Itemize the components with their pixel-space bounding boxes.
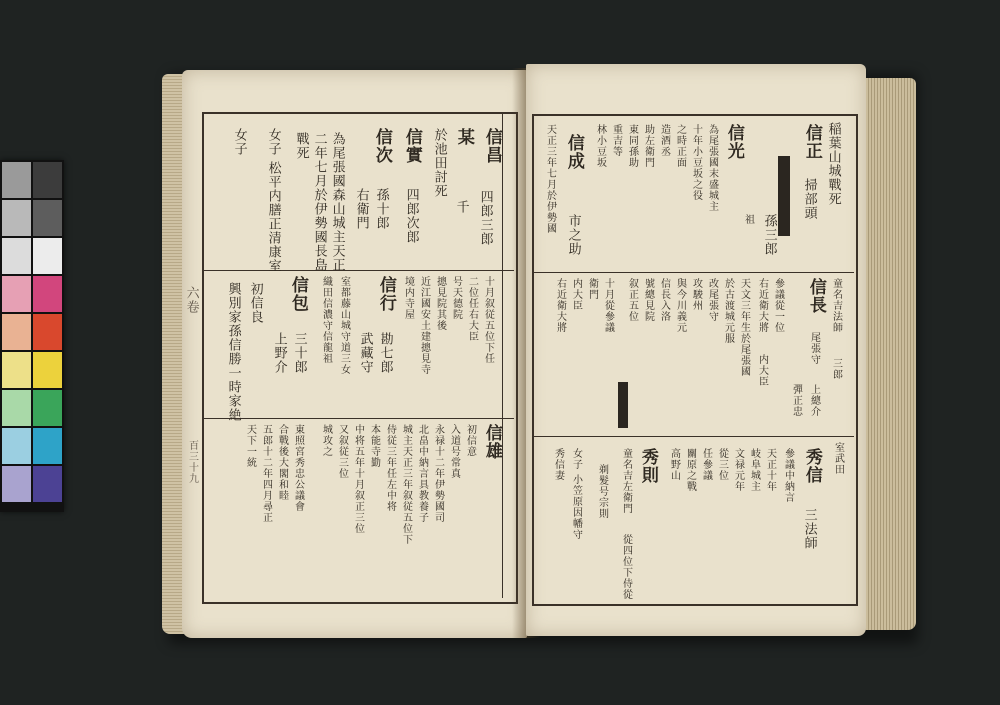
text-column: 市之助 — [565, 214, 581, 256]
text-column: 内大臣 — [570, 278, 582, 311]
right-page — [526, 64, 866, 636]
text-column: 北畠中納言具教養子 — [416, 424, 428, 523]
text-column: 岐阜城主 — [748, 448, 760, 492]
text-column: 中将五年十月叙正三位 — [352, 424, 364, 534]
text-column: 改尾張守 — [706, 278, 718, 322]
text-column: 号天德院 — [450, 276, 462, 320]
text-column: 稲葉山城戰死 — [825, 122, 841, 206]
text-column: 於池田討死 — [431, 128, 447, 198]
open-book — [160, 60, 920, 640]
text-column: 東同孫助 — [626, 124, 638, 168]
text-column: 五郎十二年四月尋正 — [260, 424, 272, 523]
left-lower-divider — [204, 418, 514, 419]
text-column: 天文三年生於尾張國 — [738, 278, 750, 377]
text-column: 女子 — [231, 128, 247, 156]
text-column: 本能寺勤 — [368, 424, 380, 468]
text-column: 祖 — [742, 214, 754, 225]
text-column: 信包 — [287, 276, 308, 312]
text-column: 信行 — [375, 276, 396, 312]
text-column: 與今川義元 — [674, 278, 686, 333]
text-column: 叙正五位 — [626, 278, 638, 322]
text-column: 合戰後大閣和睦 — [276, 424, 288, 501]
text-column: 彈正忠 — [790, 384, 802, 417]
text-column: 千 — [453, 200, 469, 214]
right-page-edges — [860, 78, 916, 630]
text-column: 三法師 — [801, 508, 817, 550]
text-column: 之時正面 — [674, 124, 686, 168]
text-column: 剃髮号宗則 — [596, 464, 608, 519]
text-column: 内大臣 — [756, 354, 768, 387]
text-column: 文禄元年 — [732, 448, 744, 492]
text-column: 從四位下侍從 — [620, 534, 632, 600]
right-lower-divider — [534, 436, 854, 437]
color-checker-strip — [0, 160, 64, 512]
text-column: 上野介 — [271, 332, 287, 374]
text-column: 攻駿州 — [690, 278, 702, 311]
text-column: 信光 — [723, 124, 744, 160]
text-column: 林小豆坂 — [594, 124, 606, 168]
left-page — [182, 70, 527, 638]
text-column: 孫十郎 — [373, 188, 389, 230]
text-column: 天正三年七月於伊勢國 — [544, 124, 556, 234]
text-column: 為尾張國末盛城主 — [706, 124, 718, 212]
text-column: 從三位 — [716, 448, 728, 481]
text-column: 任參議 — [700, 448, 712, 481]
text-column: 孫三郎 — [761, 214, 777, 256]
margin-page-number: 百三十九 — [186, 440, 198, 484]
text-column: 童名吉法師 — [830, 278, 842, 333]
text-column: 為尾張國森山城主天正 — [329, 132, 345, 272]
text-column: 關原之戰 — [684, 448, 696, 492]
text-column: 秀則 — [637, 448, 658, 484]
text-column: 三郎 — [830, 358, 842, 380]
text-column: 四郎三郎 — [477, 190, 493, 246]
text-column: 十月從參議 — [602, 278, 614, 333]
text-column: 室都藤山城守道三女 — [338, 276, 350, 375]
text-column: 上總介 — [808, 384, 820, 417]
text-column: 右衛門 — [353, 188, 369, 230]
text-column: 某 — [453, 128, 474, 146]
text-column: 秀信 — [801, 448, 822, 484]
text-column: 右近衛大將 — [554, 278, 566, 333]
text-column: 於古渡城元服 — [722, 278, 734, 344]
text-column: 女子 松平内膳正清康室 — [265, 128, 281, 274]
text-column: 信長 — [805, 278, 826, 314]
text-column: 初信良 — [247, 282, 263, 324]
text-column: 三十郎 — [291, 332, 307, 374]
text-column: 摠見院其後 — [434, 276, 446, 331]
text-column: 右近衛大將 — [756, 278, 768, 333]
text-column: 永禄十二年伊勢國司 — [432, 424, 444, 523]
text-column: 初信意 — [464, 424, 476, 457]
text-column: 號總見院 — [642, 278, 654, 322]
text-column: 天正十年 — [764, 448, 776, 492]
ink-blot — [618, 382, 628, 428]
text-column: 武藏守 — [357, 332, 373, 374]
text-column: 天下一統 — [244, 424, 256, 468]
text-column: 造酒丞 — [658, 124, 670, 157]
text-column: 信成 — [563, 134, 584, 170]
text-column: 尾張守 — [808, 332, 820, 365]
left-margin-rule — [502, 114, 503, 598]
text-column: 衛門 — [586, 278, 598, 300]
text-column: 秀信妻 — [552, 448, 564, 481]
text-column: 近江國安土建摠見寺 — [418, 276, 430, 375]
text-column: 東照宮秀忠公議會 — [292, 424, 304, 512]
text-column: 勘七郎 — [377, 332, 393, 374]
text-column: 興別家孫信勝一時家絶 — [225, 282, 241, 422]
text-column: 二年七月於伊勢國長島 — [311, 132, 327, 272]
text-column: 高野山 — [668, 448, 680, 481]
text-column: 信雄 — [481, 424, 502, 460]
text-column: 室武田 — [832, 442, 844, 475]
text-column: 入道号常真 — [448, 424, 460, 479]
right-upper-divider — [534, 272, 854, 273]
text-column: 境内寺屋 — [402, 276, 414, 320]
ink-blot — [778, 156, 790, 236]
text-column: 信次 — [371, 128, 392, 164]
text-column: 童名吉左衛門 — [620, 448, 632, 514]
text-column: 參議從一位 — [772, 278, 784, 333]
text-column: 重吉等 — [610, 124, 622, 157]
margin-volume-label: 六卷 — [183, 286, 199, 314]
text-column: 城攻之 — [320, 424, 332, 457]
text-column: 十年小豆坂之役 — [690, 124, 702, 201]
text-column: 信昌 — [481, 128, 502, 164]
text-column: 信長入洛 — [658, 278, 670, 322]
text-column: 二位任右大臣 — [466, 276, 478, 342]
text-column: 織田信濃守信龍祖 — [320, 276, 332, 364]
text-column: 助左衛門 — [642, 124, 654, 168]
text-column: 又叙従三位 — [336, 424, 348, 479]
text-column: 侍従三年任左中将 — [384, 424, 396, 512]
text-column: 掃部頭 — [801, 178, 817, 220]
text-column: 信正 — [801, 124, 822, 160]
text-column: 十月叙従五位下任 — [482, 276, 494, 364]
text-column: 戰死 — [293, 132, 309, 160]
text-column: 城主天正三年叙従五位下 — [400, 424, 412, 545]
text-column: 信實 — [401, 128, 422, 164]
text-column: 女子 小笠原因幡守 — [570, 448, 582, 541]
text-column: 參議中納言 — [782, 448, 794, 503]
left-upper-divider — [204, 270, 514, 271]
text-column: 四郎次郎 — [403, 188, 419, 244]
